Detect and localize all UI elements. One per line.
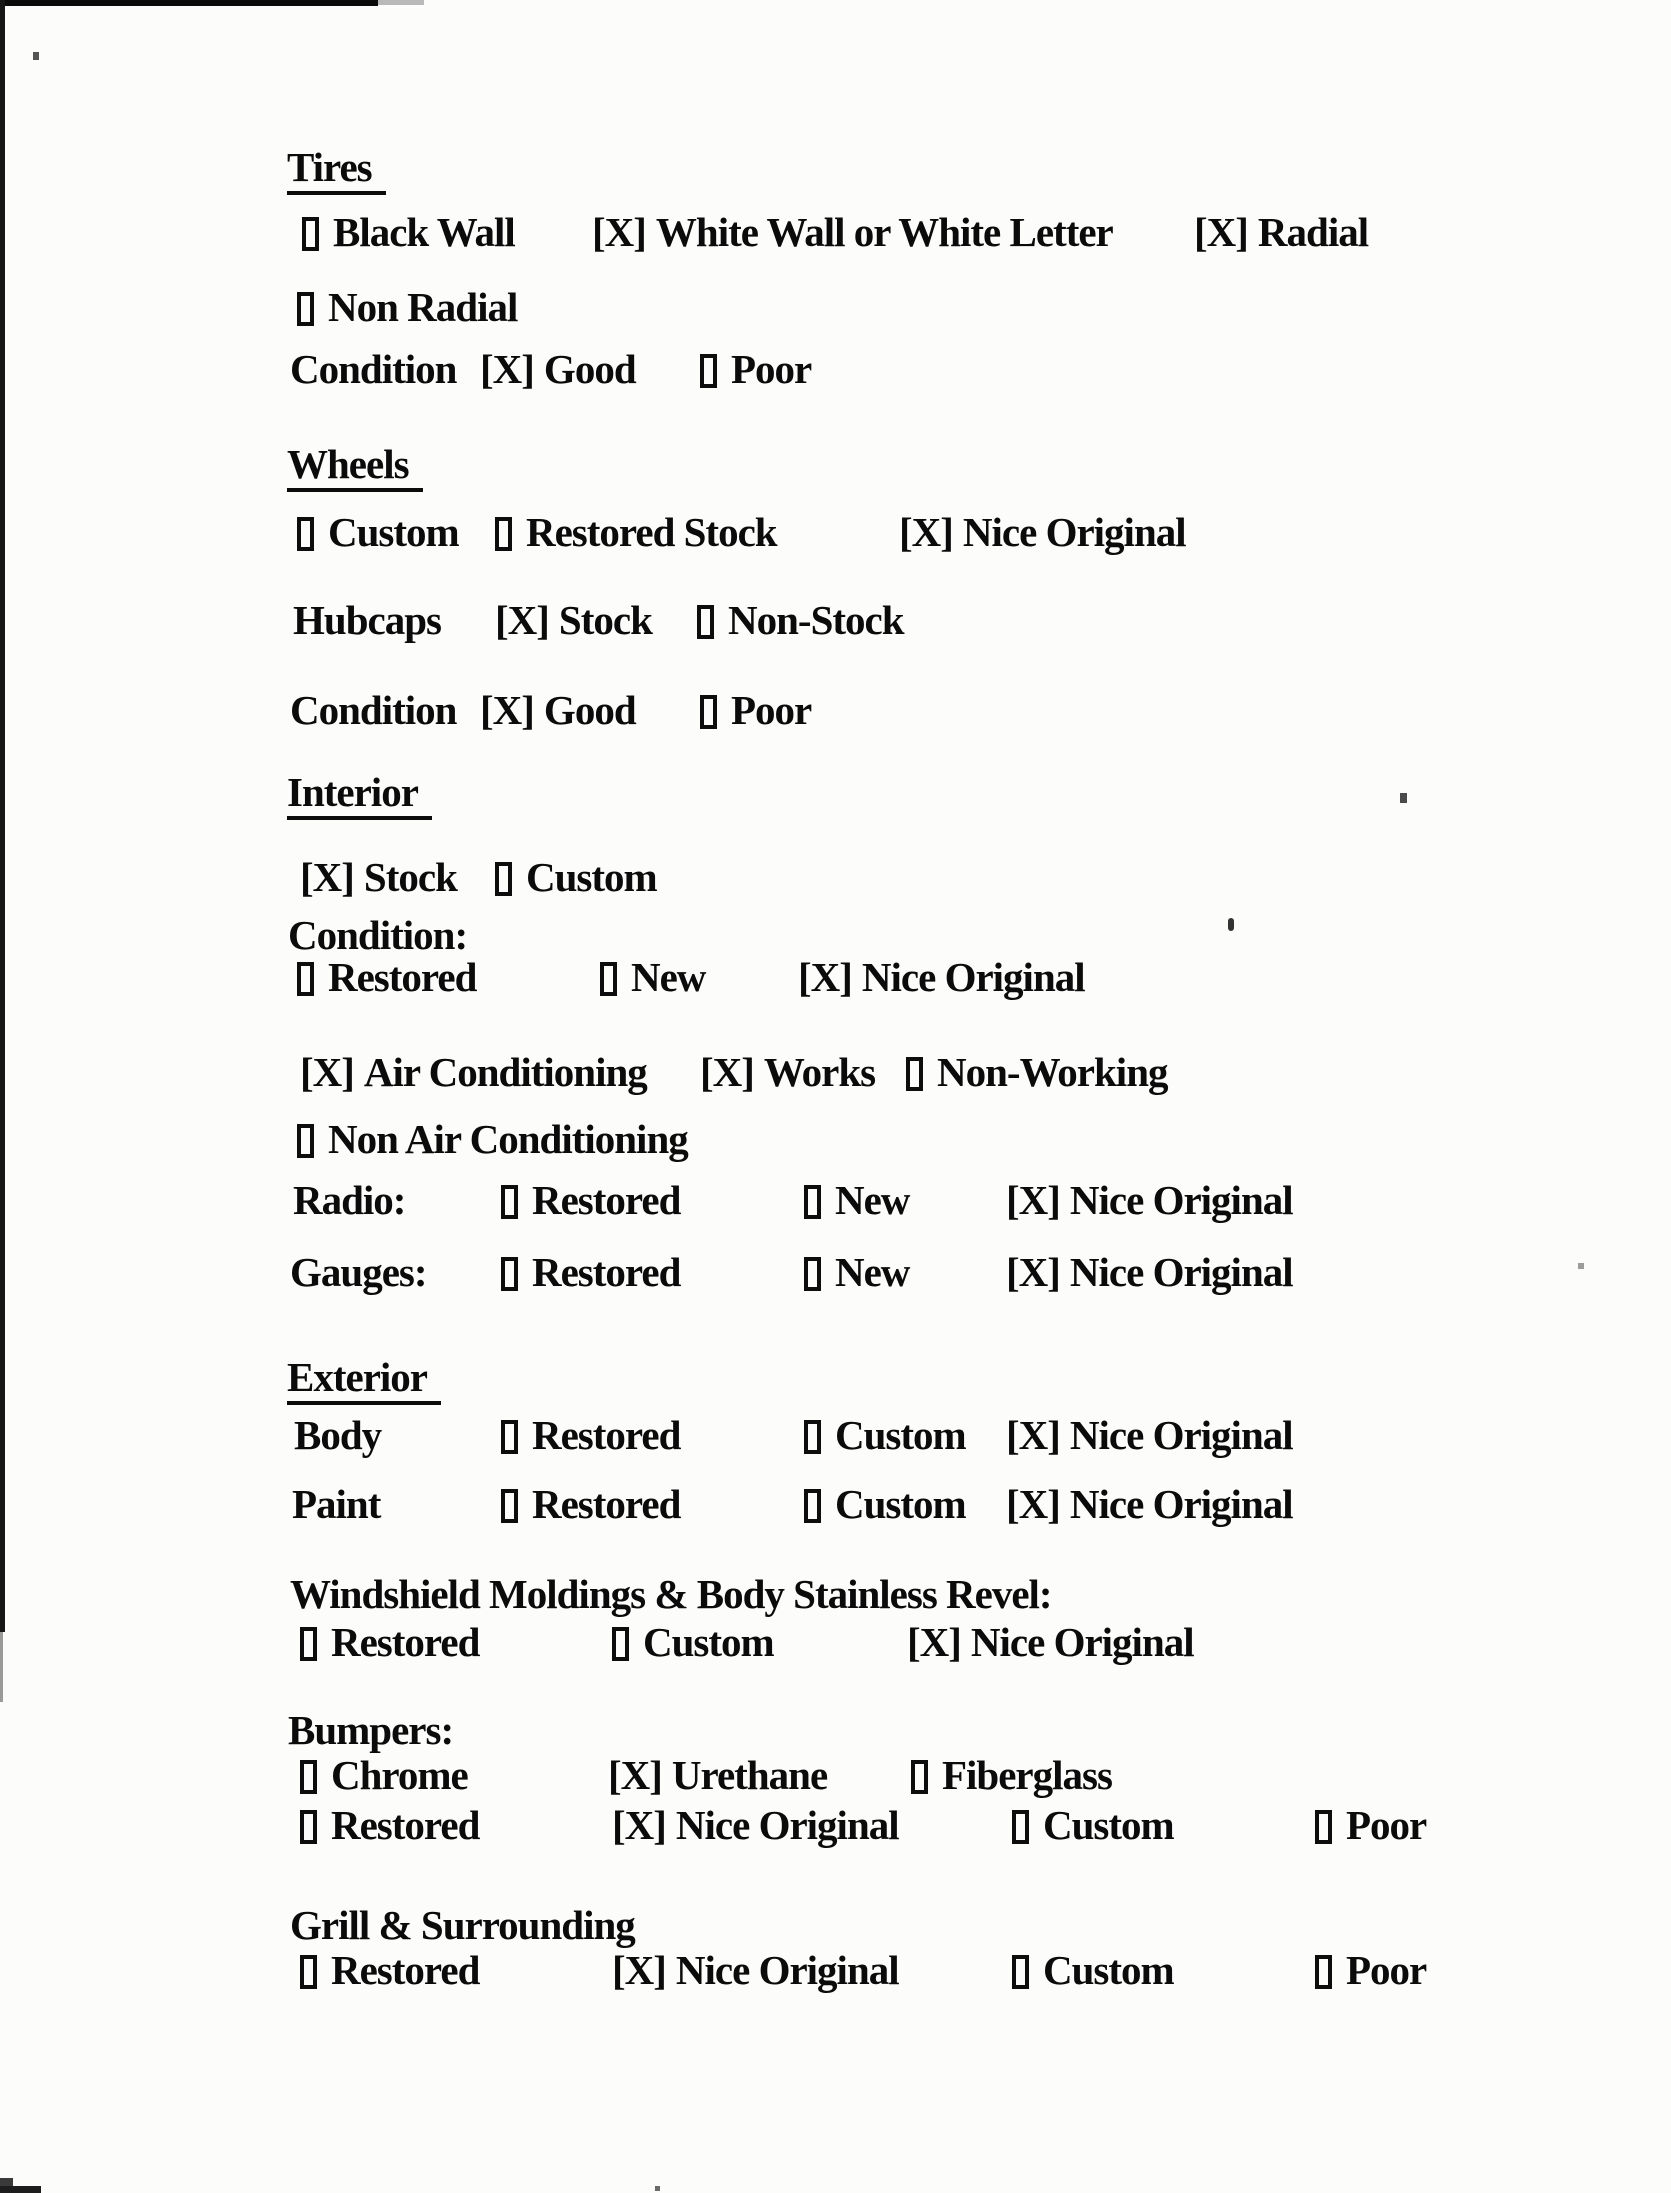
section-heading-exterior: Exterior xyxy=(287,1355,441,1405)
option-restored xyxy=(501,1413,680,1457)
checkbox-icon: [X] xyxy=(1194,209,1248,255)
checkbox-icon xyxy=(300,1760,317,1794)
checkbox-icon xyxy=(804,1420,821,1454)
option-label: Nice Original xyxy=(1069,1177,1293,1223)
checkbox-icon xyxy=(297,292,314,326)
option-custom xyxy=(1012,1803,1174,1847)
option-restored xyxy=(300,1948,479,1992)
option-custom xyxy=(297,510,459,554)
option-label: Poor xyxy=(731,687,812,733)
option-non-air-conditioning xyxy=(297,1117,688,1161)
checkbox-icon xyxy=(612,1627,629,1661)
option-label: Poor xyxy=(1346,1802,1427,1848)
option-label: Good xyxy=(543,346,636,392)
checkbox-icon: [X] xyxy=(1006,1481,1060,1527)
checkbox-icon xyxy=(297,962,314,996)
option-custom xyxy=(612,1620,774,1664)
row-label-condition: Condition xyxy=(290,687,457,733)
option-restored-stock xyxy=(495,510,777,554)
section-heading-wheels: Wheels xyxy=(287,442,423,492)
option-fiberglass xyxy=(911,1753,1112,1797)
row-label-hubcaps: Hubcaps xyxy=(293,597,441,643)
option-label: Urethane xyxy=(671,1752,828,1798)
option-label: Restored xyxy=(532,1249,681,1295)
row-label-body: Body xyxy=(294,1412,382,1458)
option-label: Nice Original xyxy=(1069,1412,1293,1458)
checkbox-icon xyxy=(1315,1810,1332,1844)
option-works xyxy=(700,1050,875,1094)
option-black-wall xyxy=(302,210,515,254)
checkbox-icon: [X] xyxy=(907,1619,961,1665)
checkbox-icon xyxy=(501,1489,518,1523)
option-nice-original xyxy=(1006,1178,1293,1222)
checkbox-icon xyxy=(1012,1810,1029,1844)
checkbox-icon: [X] xyxy=(700,1049,754,1095)
option-label: Black Wall xyxy=(333,209,515,255)
option-label: Nice Original xyxy=(970,1619,1194,1665)
checkbox-icon xyxy=(1012,1955,1029,1989)
scan-speck xyxy=(655,2186,660,2191)
row-label-gauges: Gauges: xyxy=(290,1249,427,1295)
checkbox-icon: [X] xyxy=(480,687,534,733)
row-label-windshield-moldings: Windshield Moldings & Body Stainless Revel: xyxy=(290,1571,1052,1617)
option-label: Good xyxy=(543,687,636,733)
scan-artifact-bottom-mark xyxy=(0,2186,41,2193)
checkbox-icon: [X] xyxy=(1006,1177,1060,1223)
scan-artifact-top-smudge xyxy=(378,0,424,5)
option-label: Nice Original xyxy=(675,1802,899,1848)
row-label-paint: Paint xyxy=(292,1481,381,1527)
checkbox-icon: [X] xyxy=(612,1947,666,1993)
checkbox-icon: [X] xyxy=(608,1752,662,1798)
option-label: Restored Stock xyxy=(526,509,777,555)
option-good xyxy=(480,347,636,391)
option-stock xyxy=(495,598,652,642)
checkbox-icon: [X] xyxy=(899,509,953,555)
form-row xyxy=(0,598,1671,646)
form-row xyxy=(0,1050,1671,1098)
option-label: Nice Original xyxy=(1069,1481,1293,1527)
option-non-radial xyxy=(297,285,517,329)
option-label: Non-Stock xyxy=(728,597,904,643)
row-label-condition: Condition: xyxy=(288,912,468,958)
checkbox-icon xyxy=(302,217,319,251)
option-label: Nice Original xyxy=(1069,1249,1293,1295)
checkbox-icon xyxy=(501,1185,518,1219)
checkbox-icon: [X] xyxy=(592,209,646,255)
checkbox-icon xyxy=(495,862,512,896)
checkbox-icon: [X] xyxy=(495,597,549,643)
option-nice-original xyxy=(612,1948,899,1992)
option-label: Custom xyxy=(835,1412,966,1458)
option-label: Restored xyxy=(328,954,477,1000)
option-label: Chrome xyxy=(331,1752,468,1798)
row-label-grill-and-surrounding: Grill & Surrounding xyxy=(290,1902,635,1948)
option-label: Custom xyxy=(1043,1802,1174,1848)
option-label: Air Conditioning xyxy=(363,1049,647,1095)
checkbox-icon: [X] xyxy=(300,1049,354,1095)
form-row xyxy=(0,955,1671,1003)
checkbox-icon xyxy=(697,605,714,639)
section-heading-tires: Tires xyxy=(287,145,386,195)
scan-artifact-left-speck xyxy=(0,2178,13,2192)
option-label: Poor xyxy=(1346,1947,1427,1993)
option-nice-original xyxy=(907,1620,1194,1664)
option-label: New xyxy=(835,1177,910,1223)
scan-artifact-top-bar xyxy=(0,0,378,6)
form-row xyxy=(0,1250,1671,1298)
option-label: New xyxy=(835,1249,910,1295)
option-poor xyxy=(1315,1948,1426,1992)
option-label: Stock xyxy=(363,854,457,900)
form-row xyxy=(0,1117,1671,1165)
option-nice-original xyxy=(899,510,1186,554)
option-label: Non-Working xyxy=(937,1049,1168,1095)
option-label: Nice Original xyxy=(962,509,1186,555)
option-label: Restored xyxy=(532,1481,681,1527)
option-label: Radial xyxy=(1257,209,1369,255)
option-restored xyxy=(300,1803,479,1847)
option-label: White Wall or White Letter xyxy=(655,209,1113,255)
option-restored xyxy=(501,1482,680,1526)
form-row xyxy=(0,285,1671,333)
checkbox-icon xyxy=(297,517,314,551)
checkbox-icon xyxy=(495,517,512,551)
checkbox-icon xyxy=(700,354,717,388)
form-row xyxy=(0,510,1671,558)
option-good xyxy=(480,688,636,732)
section-heading-interior: Interior xyxy=(287,770,432,820)
option-white-wall-or-white-letter xyxy=(592,210,1113,254)
option-restored xyxy=(300,1620,479,1664)
option-non-stock xyxy=(697,598,904,642)
option-label: Non Air Conditioning xyxy=(328,1116,688,1162)
option-nice-original xyxy=(798,955,1085,999)
option-label: Poor xyxy=(731,346,812,392)
option-poor xyxy=(700,347,811,391)
checkbox-icon: [X] xyxy=(300,854,354,900)
option-label: Restored xyxy=(331,1802,480,1848)
checkbox-icon: [X] xyxy=(1006,1249,1060,1295)
option-custom xyxy=(1012,1948,1174,1992)
checkbox-icon xyxy=(297,1124,314,1158)
option-label: Restored xyxy=(532,1177,681,1223)
option-restored xyxy=(501,1178,680,1222)
option-radial xyxy=(1194,210,1368,254)
checkbox-icon xyxy=(700,695,717,729)
option-label: Nice Original xyxy=(861,954,1085,1000)
checkbox-icon xyxy=(906,1057,923,1091)
row-label-radio: Radio: xyxy=(293,1177,406,1223)
form-row xyxy=(0,1708,1671,1756)
option-restored xyxy=(501,1250,680,1294)
option-new xyxy=(600,955,705,999)
form-row xyxy=(0,1803,1671,1851)
checkbox-icon xyxy=(804,1185,821,1219)
row-label-condition: Condition xyxy=(290,346,457,392)
option-label: Stock xyxy=(558,597,652,643)
checkbox-icon: [X] xyxy=(798,954,852,1000)
checkbox-icon xyxy=(804,1257,821,1291)
form-row xyxy=(0,1903,1671,1951)
option-stock xyxy=(300,855,457,899)
form-row xyxy=(0,1620,1671,1668)
scan-speck xyxy=(1400,793,1407,803)
form-row xyxy=(0,1413,1671,1461)
form-row xyxy=(0,347,1671,395)
form-row xyxy=(0,855,1671,903)
form-row xyxy=(0,1178,1671,1226)
option-label: Custom xyxy=(1043,1947,1174,1993)
option-urethane xyxy=(608,1753,827,1797)
option-new xyxy=(804,1250,909,1294)
form-row xyxy=(0,210,1671,258)
option-chrome xyxy=(300,1753,468,1797)
option-air-conditioning xyxy=(300,1050,647,1094)
form-row xyxy=(0,688,1671,736)
option-label: Restored xyxy=(331,1947,480,1993)
option-label: Custom xyxy=(643,1619,774,1665)
checkbox-icon: [X] xyxy=(480,346,534,392)
option-label: Non Radial xyxy=(328,284,518,330)
option-custom xyxy=(804,1413,966,1457)
checkbox-icon: [X] xyxy=(1006,1412,1060,1458)
checkbox-icon xyxy=(501,1257,518,1291)
form-row xyxy=(0,1572,1671,1620)
option-restored xyxy=(297,955,476,999)
option-nice-original xyxy=(1006,1250,1293,1294)
option-new xyxy=(804,1178,909,1222)
option-custom xyxy=(495,855,657,899)
option-label: Works xyxy=(763,1049,876,1095)
form-row xyxy=(0,1948,1671,1996)
option-poor xyxy=(700,688,811,732)
checkbox-icon xyxy=(911,1760,928,1794)
option-poor xyxy=(1315,1803,1426,1847)
checkbox-icon: [X] xyxy=(612,1802,666,1848)
row-label-bumpers: Bumpers: xyxy=(288,1707,454,1753)
option-nice-original xyxy=(1006,1482,1293,1526)
option-label: New xyxy=(631,954,706,1000)
option-label: Restored xyxy=(532,1412,681,1458)
option-nice-original xyxy=(612,1803,899,1847)
checkbox-icon xyxy=(600,962,617,996)
option-label: Fiberglass xyxy=(942,1752,1112,1798)
option-custom xyxy=(804,1482,966,1526)
checkbox-icon xyxy=(1315,1955,1332,1989)
option-label: Nice Original xyxy=(675,1947,899,1993)
checkbox-icon xyxy=(300,1627,317,1661)
checkbox-icon xyxy=(300,1955,317,1989)
scan-speck xyxy=(33,52,39,60)
option-non-working xyxy=(906,1050,1168,1094)
option-label: Custom xyxy=(835,1481,966,1527)
option-label: Custom xyxy=(328,509,459,555)
form-row xyxy=(0,1753,1671,1801)
form-row xyxy=(0,1482,1671,1530)
checkbox-icon xyxy=(501,1420,518,1454)
option-label: Restored xyxy=(331,1619,480,1665)
checkbox-icon xyxy=(300,1810,317,1844)
checkbox-icon xyxy=(804,1489,821,1523)
option-nice-original xyxy=(1006,1413,1293,1457)
option-label: Custom xyxy=(526,854,657,900)
